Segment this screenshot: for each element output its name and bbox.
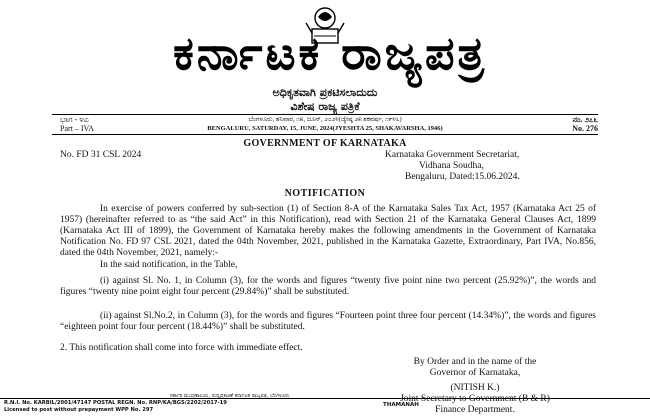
issue-date-kannada: ಬೆಂಗಳೂರು, ಶನಿವಾರ, ೧೫, ಜೂನ್, ೨೦೨೪(ಜ್ಯೇಷ್ಠ ೨೫ ಶಕವರ್ಷ, ೧೯೪೬) (248, 116, 402, 123)
footer-rule (0, 398, 650, 399)
address-line: Karnataka Government Secretariat, (385, 150, 520, 160)
file-number: No. FD 31 CSL 2024 (60, 150, 142, 160)
gazette-masthead-title: ಕರ್ನಾಟಕ ರಾಜ್ಯಪತ್ರ (173, 26, 487, 80)
footer-brand: THAMANAH (383, 402, 419, 408)
header-rule-top (52, 114, 598, 115)
secretariat-address (385, 150, 520, 183)
notification-heading: NOTIFICATION (284, 188, 366, 199)
signatory-name: (NITISH K.) (450, 383, 500, 393)
gazette-subtitle-special: ವಿಶೇಷ ರಾಜ್ಯ ಪತ್ರಿಕೆ (290, 100, 360, 113)
signatory-department: Finance Department. (435, 405, 515, 415)
paragraph-amendment-1: (i) against Sl. No. 1, in Column (3), for the words and figures “twenty five point nine two percent (25.92%)”, the words and figures “twenty nine point eight four percent (29.84%)” shall be substituted. (60, 276, 596, 297)
issue-number-kannada: ನಂ. ೨೭೬ (572, 115, 598, 124)
issue-number: No. 276 (572, 124, 598, 133)
government-heading: GOVERNMENT OF KARNATAKA (243, 138, 407, 149)
part-label-kannada: ಭಾಗ - ೪ಎ (60, 115, 89, 124)
rni-number: R.N.I. No. KARBIL/2001/47147 POSTAL REGN. No. RNP/KA/BGS/2202/2017-19 (4, 400, 227, 406)
header-rule-bottom (52, 134, 598, 135)
signoff-line: By Order and in the name of the (413, 357, 537, 367)
paragraph-amendment-2: (ii) against Sl.No.2, in Column (3), for the words and figures “Fourteen point three four percent (14.34%)”, the words and figures “eighteen point four four percent (18.44%)” shall be substituted. (60, 311, 596, 332)
signatory-designation: Joint Secretary to Government (B & R) (400, 394, 550, 404)
postal-license: Licensed to post without prepayment WPP No. 297 (4, 407, 154, 413)
gazette-subtitle-published: ಅಧಿಕೃತವಾಗಿ ಪ್ರಕಟಿಸಲಾದುದು (272, 86, 378, 99)
paragraph-table-intro: In the said notification, in the Table, (100, 260, 238, 270)
footer-registration (4, 400, 227, 414)
issue-date: BENGALURU, SATURDAY, 15, JUNE, 2024(JYESHTA 25, SHAKAVARSHA, 1946) (207, 125, 443, 132)
paragraph-preamble: In exercise of powers conferred by sub-section (1) of Section 8-A of the Karnataka Sales Tax Act, 1957 (Karnataka Act 25 of 1957) (hereinafter referred to as “the said Act” in this Notification), read with Section 21 of the Karnataka General Clauses Act, 1899 (Karnataka Act III of 1899), the Government of Karnataka hereby makes the following amendments in the Government of Karnataka Notification No. FD 97 CSL 2021, dated the 04th November, 2021, published in the Karnataka Gazette, Extraordinary, Part IVA, No.856, dated the 04th November, 2021, namely:- (60, 204, 596, 258)
paragraph-effect: 2. This notification shall come into force with immediate effect. (60, 343, 303, 353)
signoff-line: Governor of Karnataka, (429, 368, 521, 378)
address-line: Vidhana Soudha, (419, 161, 484, 171)
address-line: Bengaluru, Dated:15.06.2024. (405, 172, 520, 182)
part-label: Part – IVA (60, 124, 95, 133)
footer-press-note: ಸರ್ಕಾರಿ ಮುದ್ರಣಾಲಯ, ಸುದ್ದಿಪ್ರಕಟಣೆ ಕರ್ನಾಟಕ ರಾಜ್ಯಪತ್ರ, ಬೆಂಗಳೂರು (170, 393, 290, 399)
